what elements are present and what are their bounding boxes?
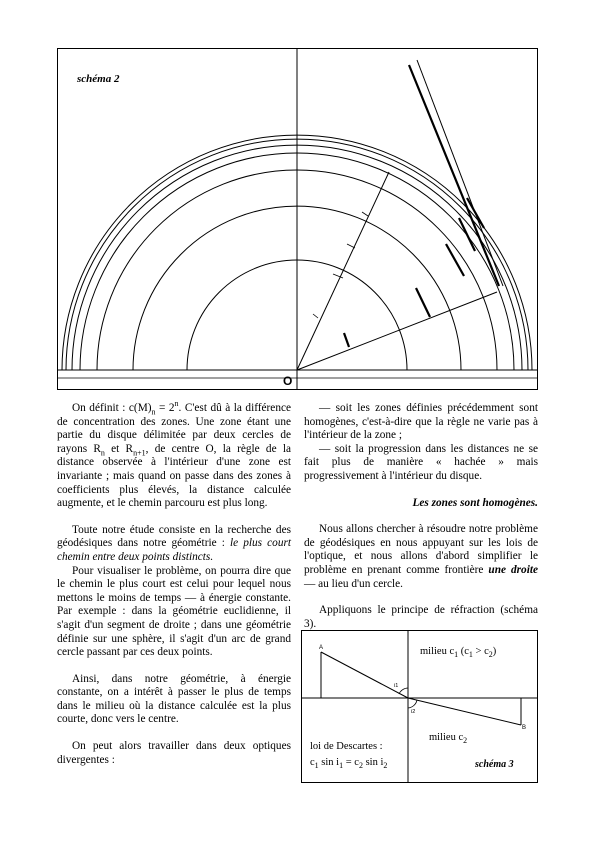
- geodesic-segments: [344, 65, 499, 347]
- medium-1-label: milieu $c_1$ $(c_1 > c_2)$: [420, 646, 497, 660]
- section-heading: Les zones sont homogènes.: [412, 496, 538, 509]
- figure-schema-2: [57, 48, 538, 390]
- schema-2-title: schéma 2: [77, 73, 120, 85]
- outer-ray: [417, 60, 503, 286]
- paragraph-energy: Ainsi, dans notre géométrie, à énergie constante, on a intérêt à passer le plus de temps dans le milieu où la distance calculée est la plus courte, donc vers le centre.: [57, 672, 291, 726]
- left-column: [57, 399, 292, 767]
- right-column: [304, 402, 538, 631]
- refracted-ray: [408, 698, 521, 725]
- paragraph-optics-laws: Nous allons chercher à résoudre notre problème de géodésiques en nous appuyant sur les lois de l'optique, et nous allons d'abord simplifier le problème en prenant comme frontière une droite — au lieu d'un cercle.: [304, 523, 539, 590]
- bullet-homogeneous: — soit les zones définies précédemment sont homogènes, c'est-à-dire que la règle ne varie pas à l'intérieur de la zone ;: [304, 402, 538, 442]
- schema-2-diagram: [57, 48, 538, 390]
- label-a: A: [319, 645, 324, 651]
- paragraph-definition: On définit : $c(M)_n = 2^n$. C'est dû à la différence de concentration des zones. Une zone étant une partie du disque délimitée par deux cercles de rayons $R_n$ et $R_{n+1}$, de centre O, la règle de la distance observée à l'intérieur d'une zone est invariante ; mais quand on passe dans des zones à coefficients plus élevés, la distance calculée augmente, et le chemin parcouru est plus long.: [57, 399, 291, 510]
- figure-schema-3: [301, 630, 538, 783]
- angle-i1-arc: [399, 688, 408, 694]
- medium-2-label: milieu $c_2$: [429, 732, 468, 746]
- schema-3-title: schéma 3: [475, 759, 514, 770]
- radius-ticks: [313, 212, 368, 318]
- descartes-law-formula: $c_1$ $\sin i_1 = c_2$ $\sin i_2$: [310, 757, 388, 771]
- paragraph-refraction: Appliquons le principe de réfraction (schéma 3).: [304, 604, 538, 630]
- radius-line-2: [297, 172, 389, 370]
- paragraph-optics: On peut alors travailler dans deux optiques divergentes :: [57, 740, 291, 766]
- label-b: B: [522, 725, 527, 731]
- paragraph-visualize: Pour visualiser le problème, on pourra dire que le chemin le plus court est celui pour lequel nous mettons le moins de temps — à énergie constante. Par exemple : dans la géométrie euclidienne, il s'agit d'un segment de droite ; dans une géométrie définie sur une sphère, il s'agit d'un arc de grand cercle passant par ces deux points.: [57, 564, 291, 659]
- label-i1: i1: [394, 683, 399, 689]
- origin-label: O: [283, 374, 293, 388]
- descartes-law-title: loi de Descartes :: [310, 741, 383, 752]
- radius-line-1: [297, 292, 497, 370]
- label-i2: i2: [411, 709, 416, 715]
- paragraph-study: Toute notre étude consiste en la recherche des géodésiques dans notre géométrie : le plus court chemin entre deux points distincts.: [57, 523, 292, 563]
- bullet-progressive: — soit la progression dans les distances ne se fait plus de manière « hachée » mais progressivement à l'intérieur du disque.: [304, 442, 538, 482]
